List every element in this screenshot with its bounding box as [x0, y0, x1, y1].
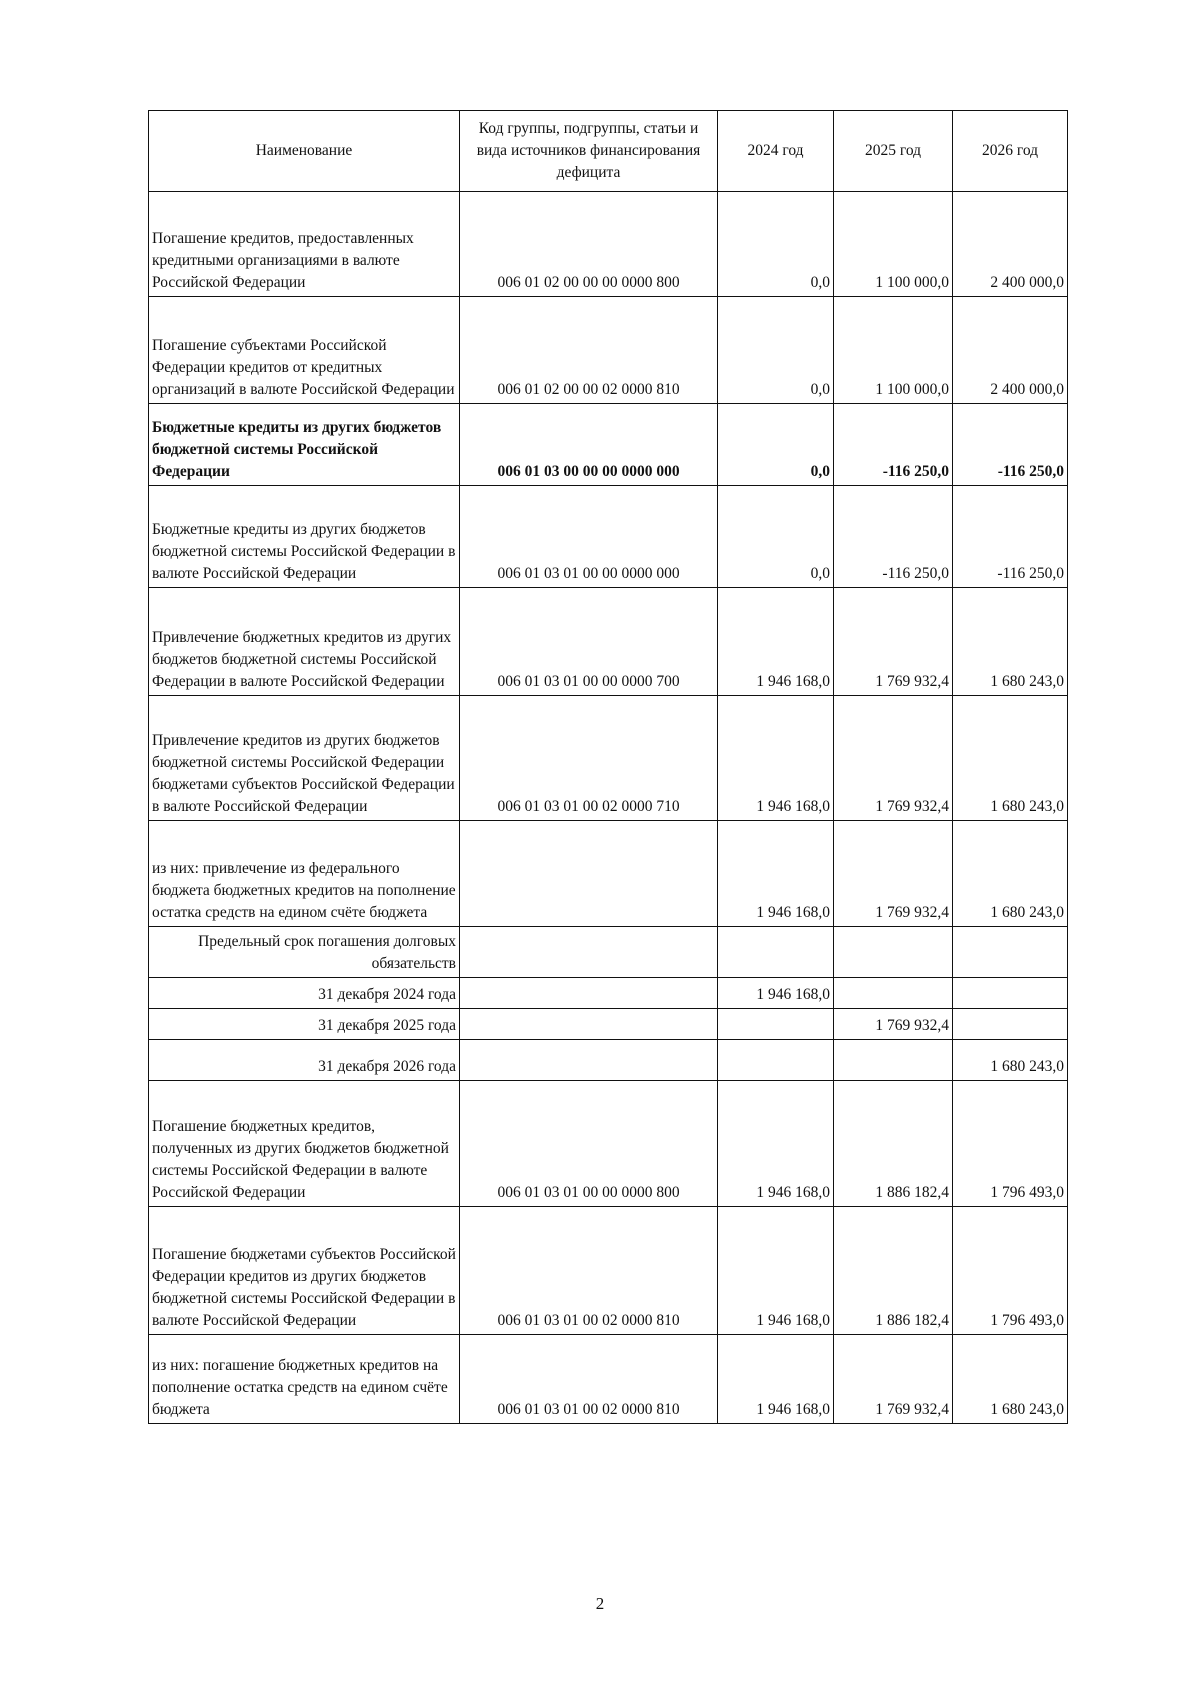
row-name: Погашение кредитов, предоставленных кредитными организациями в валюте Российской Федерации — [149, 192, 460, 297]
table-row — [149, 1335, 1068, 1424]
table-row — [149, 404, 1068, 486]
row-2026: -116 250,0 — [953, 486, 1068, 588]
row-code — [460, 1040, 718, 1081]
row-name: 31 декабря 2024 года — [149, 978, 460, 1009]
row-2025: 1 100 000,0 — [834, 192, 953, 297]
row-name: 31 декабря 2026 года — [149, 1040, 460, 1081]
header-name: Наименование — [149, 111, 460, 192]
row-name: Бюджетные кредиты из других бюджетов бюджетной системы Российской Федерации в валюте Российской Федерации — [149, 486, 460, 588]
row-2026: 2 400 000,0 — [953, 297, 1068, 404]
row-name: Погашение бюджетами субъектов Российской Федерации кредитов из других бюджетов бюджетной системы Российской Федерации в валюте Российской Федерации — [149, 1207, 460, 1335]
row-2026: 1 796 493,0 — [953, 1081, 1068, 1207]
row-name: Погашение бюджетных кредитов, полученных из других бюджетов бюджетной системы Российской Федерации в валюте Российской Федерации — [149, 1081, 460, 1207]
row-code: 006 01 02 00 00 00 0000 800 — [460, 192, 718, 297]
header-2025: 2025 год — [834, 111, 953, 192]
row-code: 006 01 03 00 00 00 0000 000 — [460, 404, 718, 486]
table-row — [149, 192, 1068, 297]
row-code: 006 01 03 01 00 00 0000 000 — [460, 486, 718, 588]
row-2025: 1 769 932,4 — [834, 821, 953, 927]
row-2024: 1 946 168,0 — [718, 978, 834, 1009]
row-name: Предельный срок погашения долговых обязательств — [149, 927, 460, 978]
row-code — [460, 927, 718, 978]
table-row — [149, 1009, 1068, 1040]
row-code: 006 01 03 01 00 02 0000 810 — [460, 1335, 718, 1424]
row-2025: 1 100 000,0 — [834, 297, 953, 404]
row-code: 006 01 03 01 00 02 0000 810 — [460, 1207, 718, 1335]
row-code — [460, 821, 718, 927]
header-2026: 2026 год — [953, 111, 1068, 192]
table-row — [149, 978, 1068, 1009]
row-2026 — [953, 1009, 1068, 1040]
row-2025: 1 769 932,4 — [834, 696, 953, 821]
row-2024: 1 946 168,0 — [718, 821, 834, 927]
row-2024 — [718, 927, 834, 978]
row-2024: 0,0 — [718, 486, 834, 588]
row-2024 — [718, 1009, 834, 1040]
table-row — [149, 1207, 1068, 1335]
table-row — [149, 927, 1068, 978]
row-2024: 1 946 168,0 — [718, 1207, 834, 1335]
table-row — [149, 588, 1068, 696]
row-2025 — [834, 927, 953, 978]
row-code — [460, 978, 718, 1009]
row-2026: 1 680 243,0 — [953, 588, 1068, 696]
row-2026 — [953, 927, 1068, 978]
row-2026: -116 250,0 — [953, 404, 1068, 486]
row-2026: 1 680 243,0 — [953, 1335, 1068, 1424]
row-2025 — [834, 1040, 953, 1081]
row-code: 006 01 02 00 00 02 0000 810 — [460, 297, 718, 404]
row-2026: 2 400 000,0 — [953, 192, 1068, 297]
row-2025: -116 250,0 — [834, 486, 953, 588]
row-name: 31 декабря 2025 года — [149, 1009, 460, 1040]
row-2025: 1 769 932,4 — [834, 1009, 953, 1040]
row-2025: 1 886 182,4 — [834, 1207, 953, 1335]
row-2024: 0,0 — [718, 404, 834, 486]
row-2024: 1 946 168,0 — [718, 1081, 834, 1207]
row-code: 006 01 03 01 00 00 0000 800 — [460, 1081, 718, 1207]
row-2024: 1 946 168,0 — [718, 588, 834, 696]
row-name: Привлечение бюджетных кредитов из других бюджетов бюджетной системы Российской Федерации в валюте Российской Федерации — [149, 588, 460, 696]
row-2024: 1 946 168,0 — [718, 696, 834, 821]
row-2026: 1 796 493,0 — [953, 1207, 1068, 1335]
financing-sources-table — [148, 110, 1068, 1424]
row-name: из них: погашение бюджетных кредитов на пополнение остатка средств на едином счёте бюджета — [149, 1335, 460, 1424]
row-2025: 1 886 182,4 — [834, 1081, 953, 1207]
row-2024: 0,0 — [718, 192, 834, 297]
row-2026: 1 680 243,0 — [953, 1040, 1068, 1081]
row-name: Погашение субъектами Российской Федерации кредитов от кредитных организаций в валюте Российской Федерации — [149, 297, 460, 404]
row-2026: 1 680 243,0 — [953, 821, 1068, 927]
header-2024: 2024 год — [718, 111, 834, 192]
row-2025: 1 769 932,4 — [834, 1335, 953, 1424]
row-2024: 0,0 — [718, 297, 834, 404]
table-row — [149, 297, 1068, 404]
row-name: Бюджетные кредиты из других бюджетов бюджетной системы Российской Федерации — [149, 404, 460, 486]
table-row — [149, 696, 1068, 821]
row-2025 — [834, 978, 953, 1009]
table-row — [149, 486, 1068, 588]
row-code — [460, 1009, 718, 1040]
row-2026 — [953, 978, 1068, 1009]
row-code: 006 01 03 01 00 00 0000 700 — [460, 588, 718, 696]
row-2026: 1 680 243,0 — [953, 696, 1068, 821]
table-row — [149, 821, 1068, 927]
row-name: из них: привлечение из федерального бюджета бюджетных кредитов на пополнение остатка средств на едином счёте бюджета — [149, 821, 460, 927]
row-2024: 1 946 168,0 — [718, 1335, 834, 1424]
header-code: Код группы, подгруппы, статьи и вида источников финансирования дефицита — [460, 111, 718, 192]
row-name: Привлечение кредитов из других бюджетов бюджетной системы Российской Федерации бюджетами субъектов Российской Федерации в валюте Российской Федерации — [149, 696, 460, 821]
row-2024 — [718, 1040, 834, 1081]
row-2025: 1 769 932,4 — [834, 588, 953, 696]
table-row — [149, 1081, 1068, 1207]
row-code: 006 01 03 01 00 02 0000 710 — [460, 696, 718, 821]
table-header-row — [149, 111, 1068, 192]
page-number: 2 — [595, 1594, 605, 1613]
table-row — [149, 1040, 1068, 1081]
row-2025: -116 250,0 — [834, 404, 953, 486]
